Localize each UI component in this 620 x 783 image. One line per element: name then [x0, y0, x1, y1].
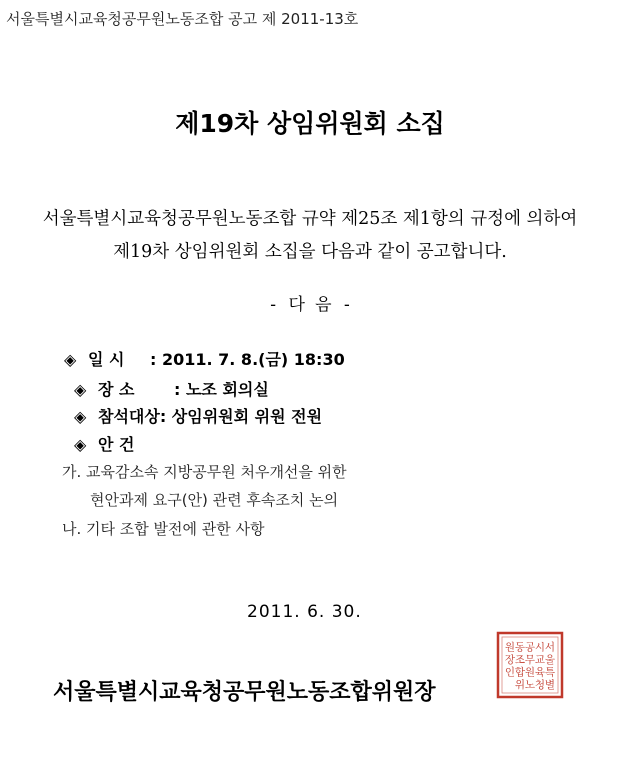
item-label: 안 건	[98, 435, 135, 454]
item-value: : 2011. 7. 8.(금) 18:30	[150, 350, 345, 369]
seal-glyph: 공	[524, 641, 536, 654]
signer-title: 서울특별시교육청공무원노동조합위원장	[53, 680, 436, 705]
seal-glyph: 별	[544, 678, 556, 691]
agenda-line-2: 현안과제 요구(안) 관련 후속조치 논의	[90, 491, 339, 509]
notice-number: 서울특별시교육청공무원노동조합 공고 제 2011-13호	[6, 10, 359, 28]
body-text-line-2: 제19차 상임위원회 소집을 다음과 같이 공고합니다.	[113, 242, 507, 262]
agenda-line-1: 가. 교육감소속 지방공무원 처우개선을 위한	[62, 463, 347, 481]
seal-lettering	[505, 640, 555, 691]
seal-glyph: 원	[524, 666, 536, 679]
item-datetime	[64, 347, 345, 370]
seal-glyph: 노	[524, 678, 536, 691]
seal-glyph: 특	[544, 666, 556, 679]
seal-glyph: 육	[534, 666, 546, 679]
seal-glyph: 시	[534, 641, 546, 654]
diamond-bullet-icon: ◈	[74, 380, 87, 399]
body-text-line-1: 서울특별시교육청공무원노동조합 규약 제25조 제1항의 규정에 의하여	[42, 209, 578, 229]
seal-glyph: 인	[504, 666, 516, 679]
seal-glyph: 합	[514, 666, 526, 679]
diamond-bullet-icon: ◈	[74, 407, 87, 426]
item-label: 일 시	[88, 350, 125, 369]
seal-glyph: 서	[544, 641, 556, 654]
seal-glyph: 장	[504, 653, 516, 666]
seal-glyph: 청	[534, 678, 546, 691]
item-value: : 노조 회의실	[174, 380, 269, 399]
seal-glyph: 원	[504, 641, 516, 654]
seal-glyph: 울	[544, 653, 556, 666]
item-value: : 상임위원회 위원 전원	[159, 407, 323, 426]
item-label: 참석대상	[98, 407, 160, 426]
seal-glyph: 조	[514, 653, 526, 666]
diamond-bullet-icon: ◈	[64, 350, 77, 369]
seal-graphic	[496, 631, 564, 699]
seal-glyph: 동	[514, 641, 526, 654]
agenda-line-3: 나. 기타 조합 발전에 관한 사항	[62, 520, 265, 538]
item-location	[74, 377, 269, 400]
official-seal-stamp	[496, 631, 564, 699]
item-attendees	[74, 404, 322, 427]
document-title: 제19차 상임위원회 소집	[175, 109, 445, 138]
seal-glyph: 무	[524, 653, 536, 666]
section-separator: - 다 음 -	[267, 295, 353, 315]
seal-glyph: 교	[534, 653, 546, 666]
item-agenda	[74, 432, 134, 455]
issue-date: 2011. 6. 30.	[247, 602, 362, 622]
seal-glyph: 위	[514, 678, 526, 691]
diamond-bullet-icon: ◈	[74, 435, 87, 454]
item-label: 장 소	[98, 380, 135, 399]
